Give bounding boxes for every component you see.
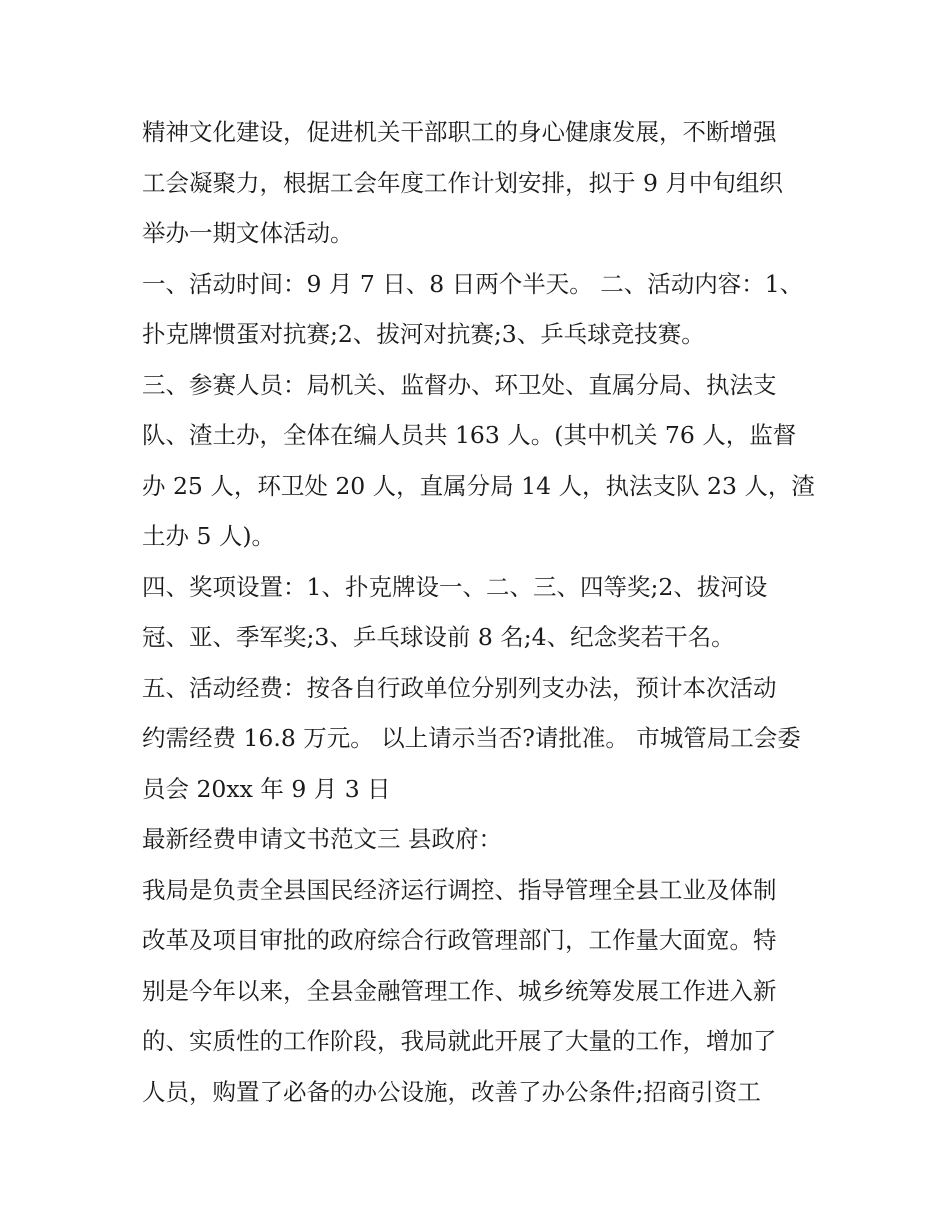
- section-heading: 最新经费申请文书范文三 县政府：: [142, 825, 502, 853]
- text-line: 土办 5 人)。: [142, 522, 276, 550]
- text-line: 队、渣土办，全体在编人员共 163 人。(其中机关 76 人，监督: [142, 421, 797, 449]
- text-line: 五、活动经费：按各自行政单位分别列支办法，预计本次活动: [142, 673, 777, 702]
- text-line: 改革及项目审批的政府综合行政管理部门，工作量大面宽。特: [142, 926, 777, 954]
- text-line: 三、参赛人员：局机关、监督办、环卫处、直属分局、执法支: [142, 370, 777, 399]
- text-line: 扑克牌惯蛋对抗赛;2、拔河对抗赛;3、乒乓球竞技赛。: [142, 320, 705, 348]
- text-line: 办 25 人，环卫处 20 人，直属分局 14 人，执法支队 23 人，渣: [142, 471, 815, 500]
- text-line: 冠、亚、季军奖;3、乒乓球设前 8 名;4、纪念奖若干名。: [142, 623, 735, 651]
- text-line: 精神文化建设，促进机关干部职工的身心健康发展，不断增强: [142, 118, 777, 146]
- text-line: 举办一期文体活动。: [142, 219, 354, 247]
- text-line: 人员，购置了必备的办公设施，改善了办公条件;招商引资工: [142, 1077, 761, 1106]
- text-line: 别是今年以来，全县金融管理工作、城乡统筹发展工作进入新: [142, 976, 777, 1005]
- text-line: 的、实质性的工作阶段，我局就此开展了大量的工作，增加了: [142, 1027, 777, 1055]
- text-line: 我局是负责全县国民经济运行调控、指导管理全县工业及体制: [142, 875, 777, 904]
- text-line: 一、活动时间：9 月 7 日、8 日两个半天。 二、活动内容：1、: [142, 269, 804, 298]
- text-line: 约需经费 16.8 万元。 以上请示当否?请批准。 市城管局工会委: [142, 724, 801, 752]
- text-line: 工会凝聚力，根据工会年度工作计划安排，拟于 9 月中旬组织: [142, 168, 783, 197]
- text-line: 四、奖项设置：1、扑克牌设一、二、三、四等奖;2、拔河设: [142, 572, 768, 601]
- text-line: 员会 20xx 年 9 月 3 日: [142, 774, 391, 803]
- document-body: [142, 107, 822, 1117]
